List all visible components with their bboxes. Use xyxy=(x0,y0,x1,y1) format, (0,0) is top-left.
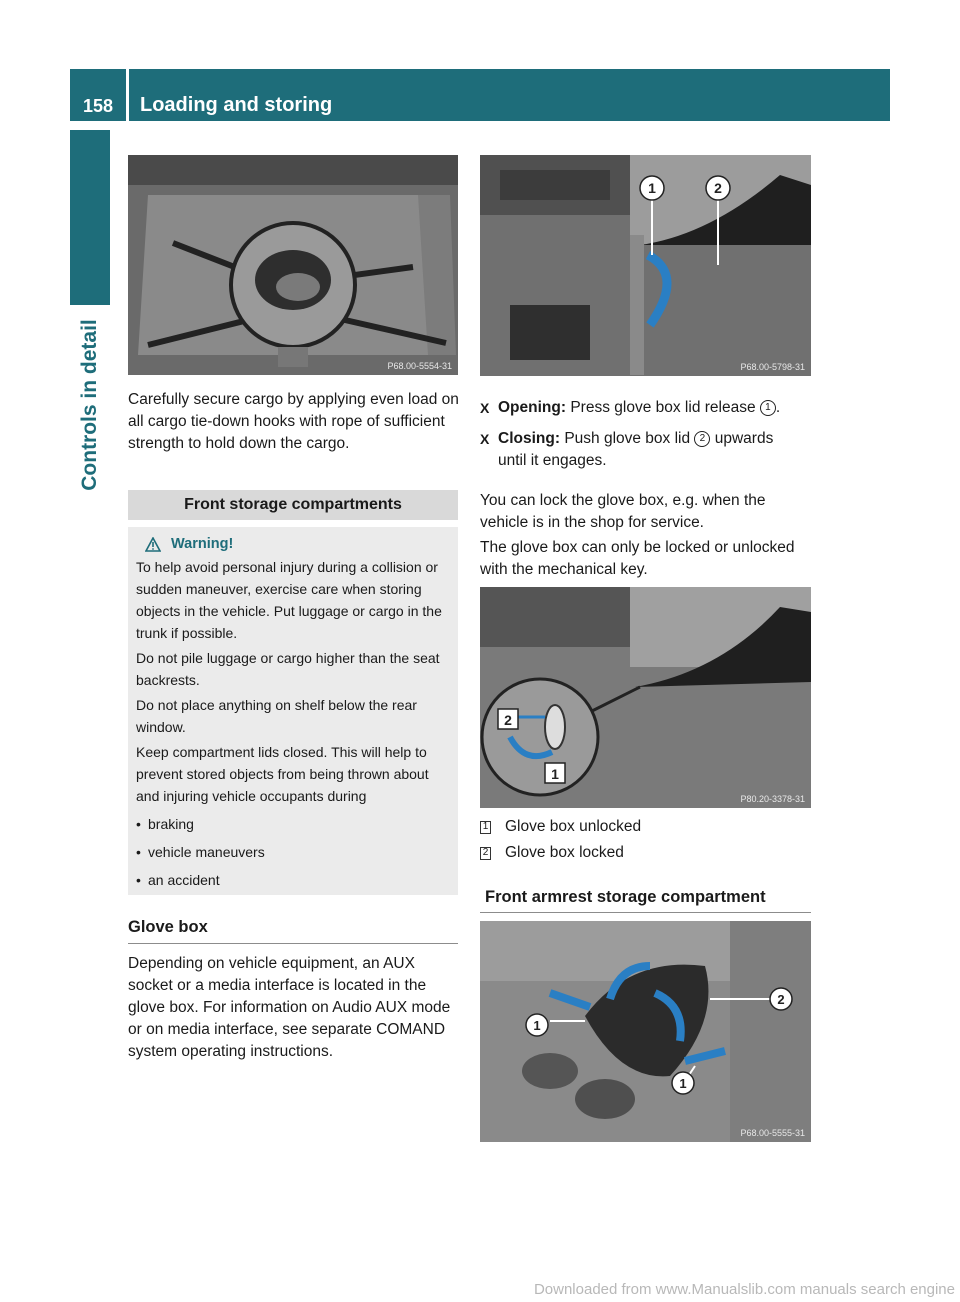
section-title: Loading and storing xyxy=(140,94,333,116)
warning-paragraph: Keep compartment lids closed. This will help to prevent stored objects from being thrown about and injuring vehicle occupants during xyxy=(136,744,429,804)
callout-marker: 2 xyxy=(777,992,785,1007)
callout-marker: 1 xyxy=(533,1018,541,1033)
warning-bullet: • vehicle maneuvers xyxy=(136,844,265,860)
warning-box xyxy=(128,527,458,895)
figure-code: P68.00-5555-31 xyxy=(740,1128,805,1138)
glovebox-lock-figure xyxy=(480,587,811,808)
warning-triangle-icon xyxy=(145,537,161,552)
warning-paragraph: Do not place anything on shelf below the rear window. xyxy=(136,697,417,735)
warning-paragraph: To help avoid personal injury during a collision or sudden maneuver, exercise care when storing objects in the vehicle. Put luggage or cargo in the trunk if possible. xyxy=(136,559,442,641)
legend-item: 1 Glove box unlocked xyxy=(480,818,641,836)
callout-marker: 1 xyxy=(679,1076,687,1091)
glovebox-paragraph: Depending on vehicle equipment, an AUX socket or a media interface is located in the glove box. For information on Audio AUX mode or on media interface, see separate COMAND system operating instructions. xyxy=(128,955,451,1060)
warning-paragraph: Do not pile luggage or cargo higher than the seat backrests. xyxy=(136,650,440,688)
page-number: 158 xyxy=(82,96,114,116)
cargo-tiedown-figure xyxy=(128,155,458,375)
warning-bullet: • braking xyxy=(136,816,194,832)
figure-code: P68.00-5554-31 xyxy=(387,361,452,371)
side-tab-block xyxy=(70,130,110,305)
lock-key-paragraph: The glove box can only be locked or unlocked with the mechanical key. xyxy=(480,539,795,578)
callout-marker: 1 xyxy=(648,180,656,196)
figure-code: P80.20-3378-31 xyxy=(740,794,805,804)
lock-paragraph: You can lock the glove box, e.g. when the vehicle is in the shop for service. xyxy=(480,492,766,531)
callout-marker: 2 xyxy=(714,180,722,196)
warning-bullet: • an accident xyxy=(136,872,220,888)
callout-marker: 1 xyxy=(551,766,559,782)
opening-step: X Opening: Press glove box lid release 1 . xyxy=(480,399,781,416)
cargo-paragraph: Carefully secure cargo by applying even load on all cargo tie-down hooks with rope of sufficient strength to hold down the cargo. xyxy=(128,391,459,452)
side-tab-label: Controls in detail xyxy=(78,319,102,491)
callout-marker: 2 xyxy=(504,712,512,728)
legend-item: 2 Glove box locked xyxy=(480,844,624,862)
closing-step: X Closing: Push glove box lid 2 upwards until it engages. xyxy=(480,430,774,469)
warning-title: Warning! xyxy=(136,533,450,555)
footer-url[interactable]: Downloaded from www.Manualslib.com manuals search engine xyxy=(533,1281,955,1298)
glovebox-heading: Glove box xyxy=(128,918,458,944)
armrest-heading: Front armrest storage compartment xyxy=(480,888,811,913)
glovebox-release-figure xyxy=(480,155,811,376)
figure-code: P68.00-5798-31 xyxy=(740,362,805,372)
armrest-figure xyxy=(480,921,811,1142)
header-divider xyxy=(126,69,129,121)
front-storage-heading: Front storage compartments xyxy=(128,490,458,520)
